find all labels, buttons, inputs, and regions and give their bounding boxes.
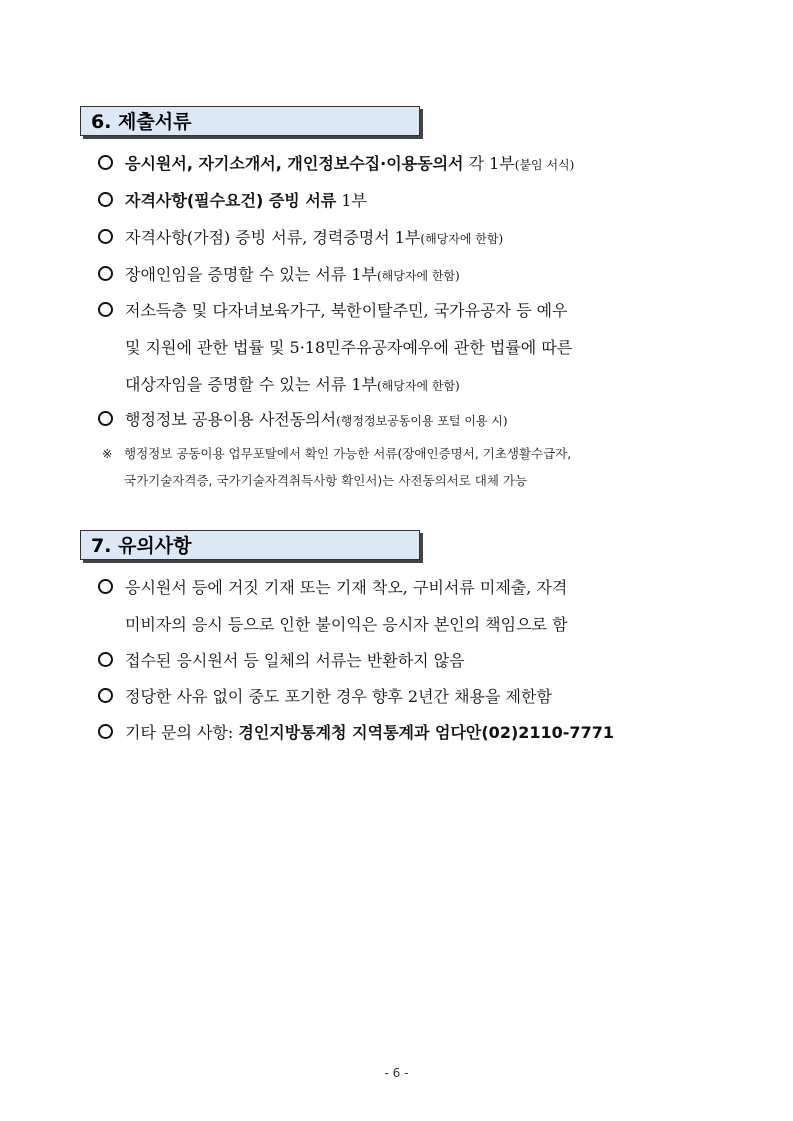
circle-bullet-icon — [98, 229, 113, 244]
circle-bullet-icon — [98, 652, 113, 667]
list-item: 응시원서 등에 거짓 기재 또는 기재 착오, 구비서류 미제출, 자격 미비자의 응시 등으로 인한 불이익은 응시자 본인의 책임으로 함 — [98, 569, 720, 643]
list-item: 장애인임을 증명할 수 있는 서류 1부(해당자에 한함) — [98, 256, 720, 295]
list-item: 저소득층 및 다자녀보육가구, 북한이탈주민, 국가유공자 등 예우 및 지원에 관한 법률 및 5·18민주유공자예우에 관한 법률에 따른 대상자임을 증명할 수 있는 서류 1부(해당자에 한함) — [98, 292, 720, 405]
circle-bullet-icon — [98, 266, 113, 281]
circle-bullet-icon — [98, 724, 113, 739]
note: ※ 행정정보 공동이용 업무포탈에서 확인 가능한 서류(장애인증명서, 기초생활수급자, 국가기술자격증, 국가기술자격취득사항 확인서)는 사전동의서로 대체 가능 — [102, 440, 722, 494]
list-item: 자격사항(필수요건) 증빙 서류 1부 — [98, 182, 720, 219]
circle-bullet-icon — [98, 155, 113, 170]
list-item: 접수된 응시원서 등 일체의 서류는 반환하지 않음 — [98, 642, 720, 679]
list-item: 기타 문의 사항: 경인지방통계청 지역통계과 엄다안(02)2110-7771 — [98, 714, 720, 751]
circle-bullet-icon — [98, 688, 113, 703]
section-6-title: 6. 제출서류 — [80, 106, 420, 136]
circle-bullet-icon — [98, 579, 113, 594]
list-item: 행정정보 공용이용 사전동의서(행정정보공동이용 포털 이용 시) — [98, 401, 720, 440]
section-7-title: 7. 유의사항 — [80, 530, 420, 560]
circle-bullet-icon — [98, 302, 113, 317]
reference-mark: ※ — [102, 446, 113, 461]
list-item: 응시원서, 자기소개서, 개인정보수집·이용동의서 각 1부(붙임 서식) — [98, 145, 720, 184]
list-item: 자격사항(가점) 증빙 서류, 경력증명서 1부(해당자에 한함) — [98, 219, 720, 258]
circle-bullet-icon — [98, 411, 113, 426]
page-number: - 6 - — [384, 1066, 409, 1080]
circle-bullet-icon — [98, 192, 113, 207]
list-item: 정당한 사유 없이 중도 포기한 경우 향후 2년간 채용을 제한함 — [98, 678, 720, 715]
